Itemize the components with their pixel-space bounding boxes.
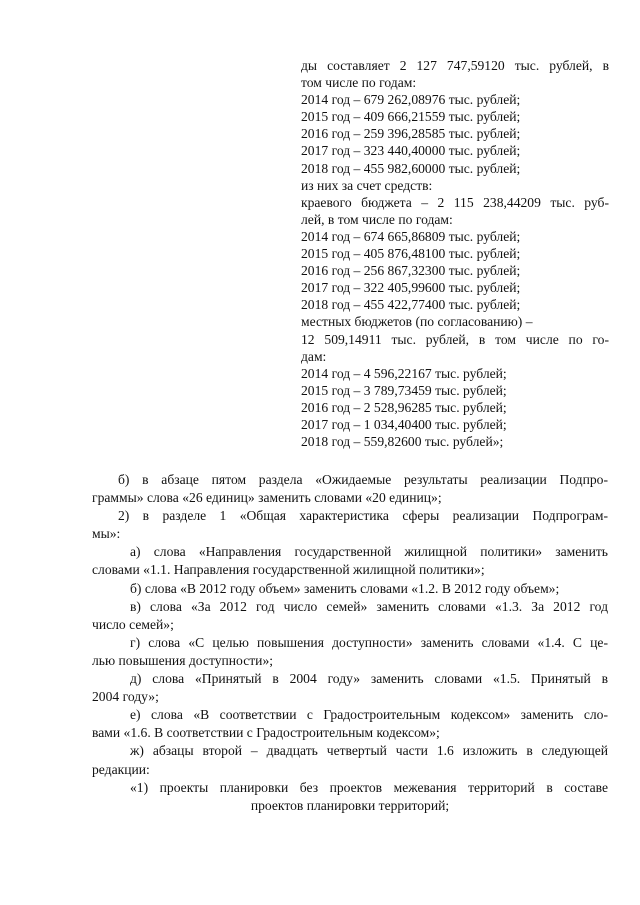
- paragraph: [92, 543, 608, 561]
- paragraph: [92, 471, 608, 489]
- paragraph-line: 2) в разделе 1 «Общая характеристика сферы реализации Подпрограм-: [118, 508, 608, 524]
- funding-line: 2015 год – 409 666,21559 тыс. рублей;: [301, 109, 521, 125]
- amendments-text: [92, 471, 608, 815]
- paragraph-line: 2004 году»;: [92, 689, 159, 705]
- funding-line: из них за счет средств:: [301, 177, 433, 193]
- paragraph: [92, 779, 608, 797]
- paragraph-continuation: [92, 797, 608, 815]
- funding-line: 2014 год – 674 665,86809 тыс. рублей;: [301, 228, 521, 244]
- funding-line: лей, в том числе по годам:: [301, 211, 453, 227]
- paragraph-line: мы»:: [92, 526, 121, 542]
- funding-line: 2018 год – 559,82600 тыс. рублей»;: [301, 434, 504, 450]
- funding-line: 2018 год – 455 982,60000 тыс. рублей;: [301, 160, 521, 176]
- paragraph: [92, 742, 608, 760]
- paragraph-line: проектов планировки территорий;: [250, 797, 450, 813]
- paragraph: [92, 670, 608, 688]
- paragraph: [92, 507, 608, 525]
- paragraph-line: вами «1.6. В соответствии с Градостроительным кодексом»;: [92, 725, 440, 741]
- paragraph-line: лью повышения доступности»;: [92, 652, 274, 668]
- paragraph-line: словами «1.1. Направления государственной жилищной политики»;: [92, 562, 485, 578]
- paragraph-line: б) в абзаце пятом раздела «Ожидаемые результаты реализации Подпро-: [118, 472, 608, 487]
- funding-line: 2017 год – 1 034,40400 тыс. рублей;: [301, 416, 507, 432]
- paragraph-line: граммы» слова «26 единиц» заменить словами «20 единиц»;: [92, 490, 442, 506]
- paragraph-line: число семей»;: [92, 616, 174, 632]
- paragraph-line: б) слова «В 2012 году объем» заменить словами «1.2. В 2012 году объем»;: [130, 580, 560, 596]
- funding-line: дам:: [301, 348, 327, 364]
- paragraph-continuation: [92, 724, 608, 742]
- paragraph-line: г) слова «С целью повышения доступности» заменить словами «1.4. С це-: [130, 634, 608, 650]
- funding-line: 2015 год – 3 789,73459 тыс. рублей;: [301, 382, 507, 398]
- paragraph-line: ж) абзацы второй – двадцать четвертый части 1.6 изложить в следующей: [130, 743, 608, 759]
- paragraph-continuation: [92, 561, 608, 579]
- funding-line: 2016 год – 2 528,96285 тыс. рублей;: [301, 399, 507, 415]
- paragraph-continuation: [92, 688, 608, 706]
- funding-line: 2016 год – 259 396,28585 тыс. рублей;: [301, 126, 521, 142]
- paragraph-line: а) слова «Направления государственной жилищной политики» заменить: [130, 544, 608, 560]
- funding-line: 2014 год – 679 262,08976 тыс. рублей;: [301, 92, 521, 108]
- paragraph-line: редакции:: [92, 761, 150, 777]
- paragraph-line: д) слова «Принятый в 2004 году» заменить словами «1.5. Принятый в: [130, 671, 608, 687]
- paragraph: [92, 598, 608, 616]
- paragraph: [92, 634, 608, 652]
- paragraph-continuation: [92, 616, 608, 634]
- funding-line: 2017 год – 322 405,99600 тыс. рублей;: [301, 280, 521, 296]
- funding-line: ды составляет 2 127 747,59120 тыс. рублей, в: [301, 58, 609, 73]
- paragraph: [92, 706, 608, 724]
- funding-line: 2014 год – 4 596,22167 тыс. рублей;: [301, 365, 507, 381]
- funding-line: краевого бюджета – 2 115 238,44209 тыс. руб-: [301, 194, 609, 210]
- funding-line: местных бюджетов (по согласованию) –: [301, 314, 533, 330]
- paragraph-continuation: [92, 525, 608, 543]
- funding-line: 2016 год – 256 867,32300 тыс. рублей;: [301, 263, 521, 279]
- paragraph-line: «1) проекты планировки без проектов межевания территорий в составе: [130, 779, 608, 795]
- funding-line: 2017 год – 323 440,40000 тыс. рублей;: [301, 143, 521, 159]
- funding-line: 12 509,14911 тыс. рублей, в том числе по го-: [301, 331, 609, 347]
- paragraph-continuation: [92, 489, 608, 507]
- funding-line: 2018 год – 455 422,77400 тыс. рублей;: [301, 297, 521, 313]
- funding-line: 2015 год – 405 876,48100 тыс. рублей;: [301, 246, 521, 262]
- paragraph: [92, 580, 608, 598]
- funding-line: том числе по годам:: [301, 75, 417, 91]
- paragraph-continuation: [92, 761, 608, 779]
- paragraph-line: е) слова «В соответствии с Градостроительным кодексом» заменить сло-: [130, 707, 608, 723]
- funding-block: [301, 57, 609, 450]
- paragraph-line: в) слова «За 2012 год число семей» заменить словами «1.3. За 2012 год: [130, 598, 608, 614]
- paragraph-continuation: [92, 652, 608, 670]
